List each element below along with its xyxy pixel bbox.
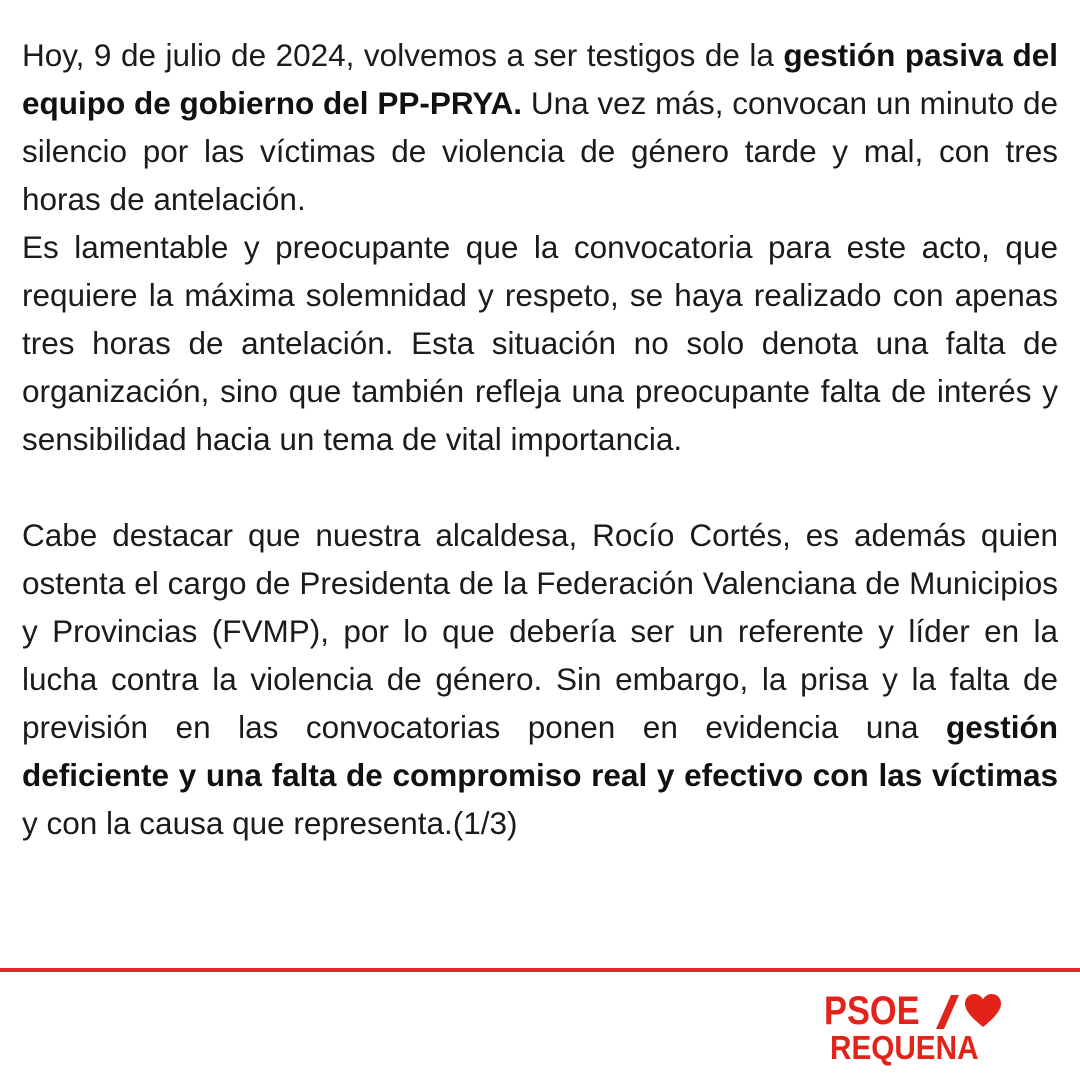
logo-city: REQUENA (830, 1029, 979, 1066)
paragraph-3 (22, 511, 1058, 847)
paragraph-1-bold: gestión pasiva del equipo de gobierno del PP-PRYA. (22, 37, 1059, 121)
logo-wordmark: PSOE (824, 989, 920, 1033)
post-body (22, 31, 1058, 847)
paragraph-1 (22, 31, 1058, 223)
heart-icon (964, 993, 1002, 1029)
paragraph-spacer (22, 463, 1058, 511)
paragraph-1-intro: Hoy, 9 de julio de 2024, volvemos a ser testigos de la (22, 37, 784, 73)
paragraph-3-rest: y con la causa que representa.(1/3) (22, 805, 518, 841)
footer-divider (0, 968, 1080, 972)
paragraph-3-intro: Cabe destacar que nuestra alcaldesa, Rocío Cortés, es además quien ostenta el cargo de Presidenta de la Federación Valenciana de Municipios y Provincias (FVMP), por lo que debería ser un referente y líder en la lucha contra la violencia de género. Sin embargo, la prisa y la falta de previsión en las convocatorias ponen en evidencia una (22, 517, 1058, 745)
psoe-requena-logo (824, 990, 1014, 1070)
slash-icon (935, 995, 961, 1029)
paragraph-2: Es lamentable y preocupante que la convocatoria para este acto, que requiere la máxima solemnidad y respeto, se haya realizado con apenas tres horas de antelación. Esta situación no solo denota una falta de organización, sino que también refleja una preocupante falta de interés y sensibilidad hacia un tema de vital importancia. (22, 229, 1058, 457)
paragraph-1-rest: Una vez más, convocan un minuto de silencio por las víctimas de violencia de género tarde y mal, con tres horas de antelación. (22, 85, 1058, 217)
paragraph-3-bold: gestión deficiente y una falta de compromiso real y efectivo con las víctimas (22, 709, 1058, 793)
